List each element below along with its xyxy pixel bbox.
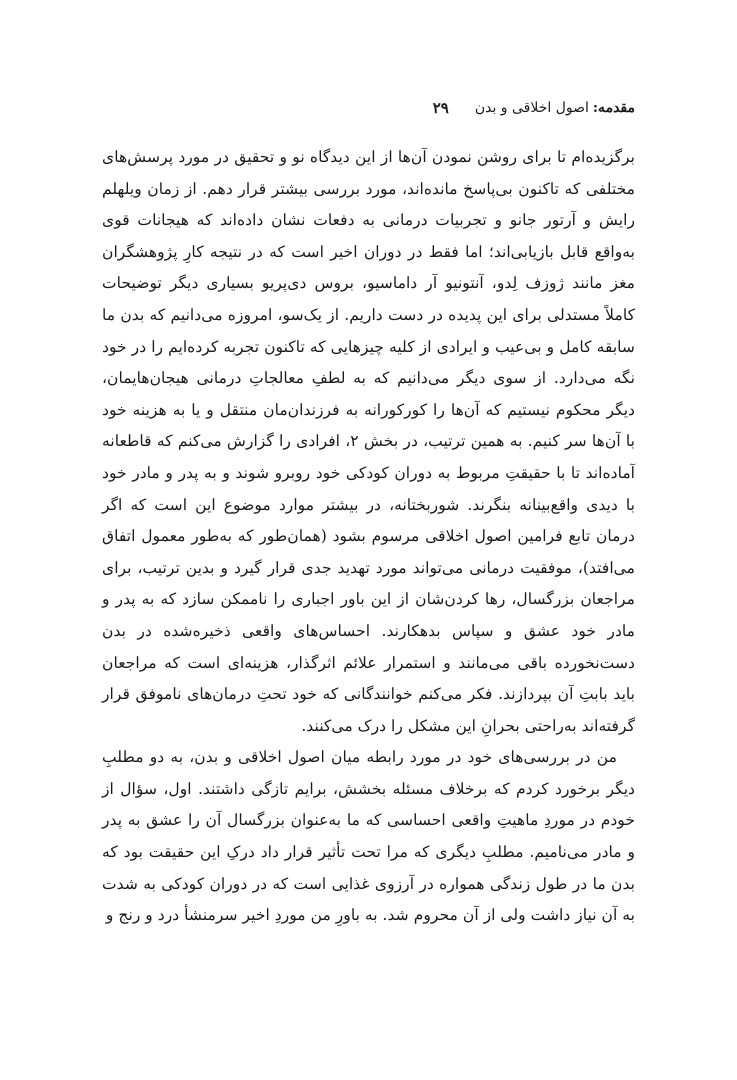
chapter-title: اصول اخلاقی و بدن [474,100,589,116]
paragraph: من در بررسی‌های خود در مورد رابطه میان اصول اخلاقی و بدن، به دو مطلبِ دیگر برخورد کردم که برخلاف مسئله بخشش، برایم تازگی داشتند. اول، سؤال از خودم در موردِ ماهیتِ واقعی احساسی که ما به‌عنوان بزرگسال آن را عشق به پدر و مادر می‌نامیم. مطلبِ دیگری که مرا تحت تأثیر قرار داد درکِ این حقیقت بود که بدن ما در طول زندگی همواره در آرزوی غذایی است که در دوران کودکی به شدت به آن نیاز داشت ولی از آن محروم شد. به باورِ من موردِ اخیر سرمنشأ درد و رنج و [102,748,635,925]
page-number: ۲۹ [432,99,449,117]
section-label: مقدمه: [592,100,635,116]
paragraph: برگزیده‌ام تا برای روشن نمودن آن‌ها از این دیدگاه نو و تحقیق در مورد پرسش‌های مختلفی که تاکنون بی‌پاسخ مانده‌اند، مورد بررسی بیشتر قرار دهم. از زمان ویلهلم رایش و آرتور جانو و تجربیات درمانی به دفعات نشان داده‌اند که هیجانات قوی به‌واقع قابل بازیابی‌اند؛ اما فقط در دوران اخیر است که در نتیجه کارِ پژوهشگران مغز مانند ژوزف لِدو، آنتونیو آر داماسیو، بروس دی‌پریو بسیاری دیگر توضیحات کاملاً مستدلی برای این پدیده در دست داریم. از یک‌سو، امروزه می‌دانیم که بدن ما سابقه کامل و بی‌عیب و ایرادی از کلیه چیزهایی که تاکنون تجربه کرده‌ایم را در خود نگه می‌دارد. از سوی دیگر می‌دانیم که به لطفِ معالجاتِ درمانی هیجان‌هایمان، دیگر محکوم نیستیم که آن‌ها را کورکورانه به فرزندان‌مان منتقل و یا به هزینه خود با آن‌ها سر کنیم. به همین ترتیب، در بخش ۲، افرادی را گزارش می‌کنم که قاطعانه آماده‌اند تا با حقیقتِ مربوط به دوران کودکی خود روبرو شوند و به پدر و مادر خود با دیدی واقع‌بینانه بنگرند. شوربختانه، در بیشتر موارد موضوع این است که اگر درمان تابع فرامین اصول اخلاقی مرسوم بشود (همان‌طور که به‌طور معمول اتفاق می‌افتد)، موفقیت درمانی می‌تواند مورد تهدید جدی قرار گیرد و بدین ترتیب، برای مراجعان بزرگسال، رها کردن‌شان از این باور اجباری را ناممکن سازد که به پدر و مادر خود عشق و سپاس بدهکارند. احساس‌های واقعی ذخیره‌شده در بدن دست‌نخورده باقی می‌مانند و استمرار علائم اثرگذار، هزینه‌ای است که مراجعان باید بابتِ آن بپردازند. فکر می‌کنم خوانندگانی که خود تحتِ درمان‌های ناموفق قرار گرفته‌اند به‌راحتی بحرانِ این مشکل را درک می‌کنند. [102,148,635,735]
running-header [102,96,635,120]
body-text [102,142,635,932]
